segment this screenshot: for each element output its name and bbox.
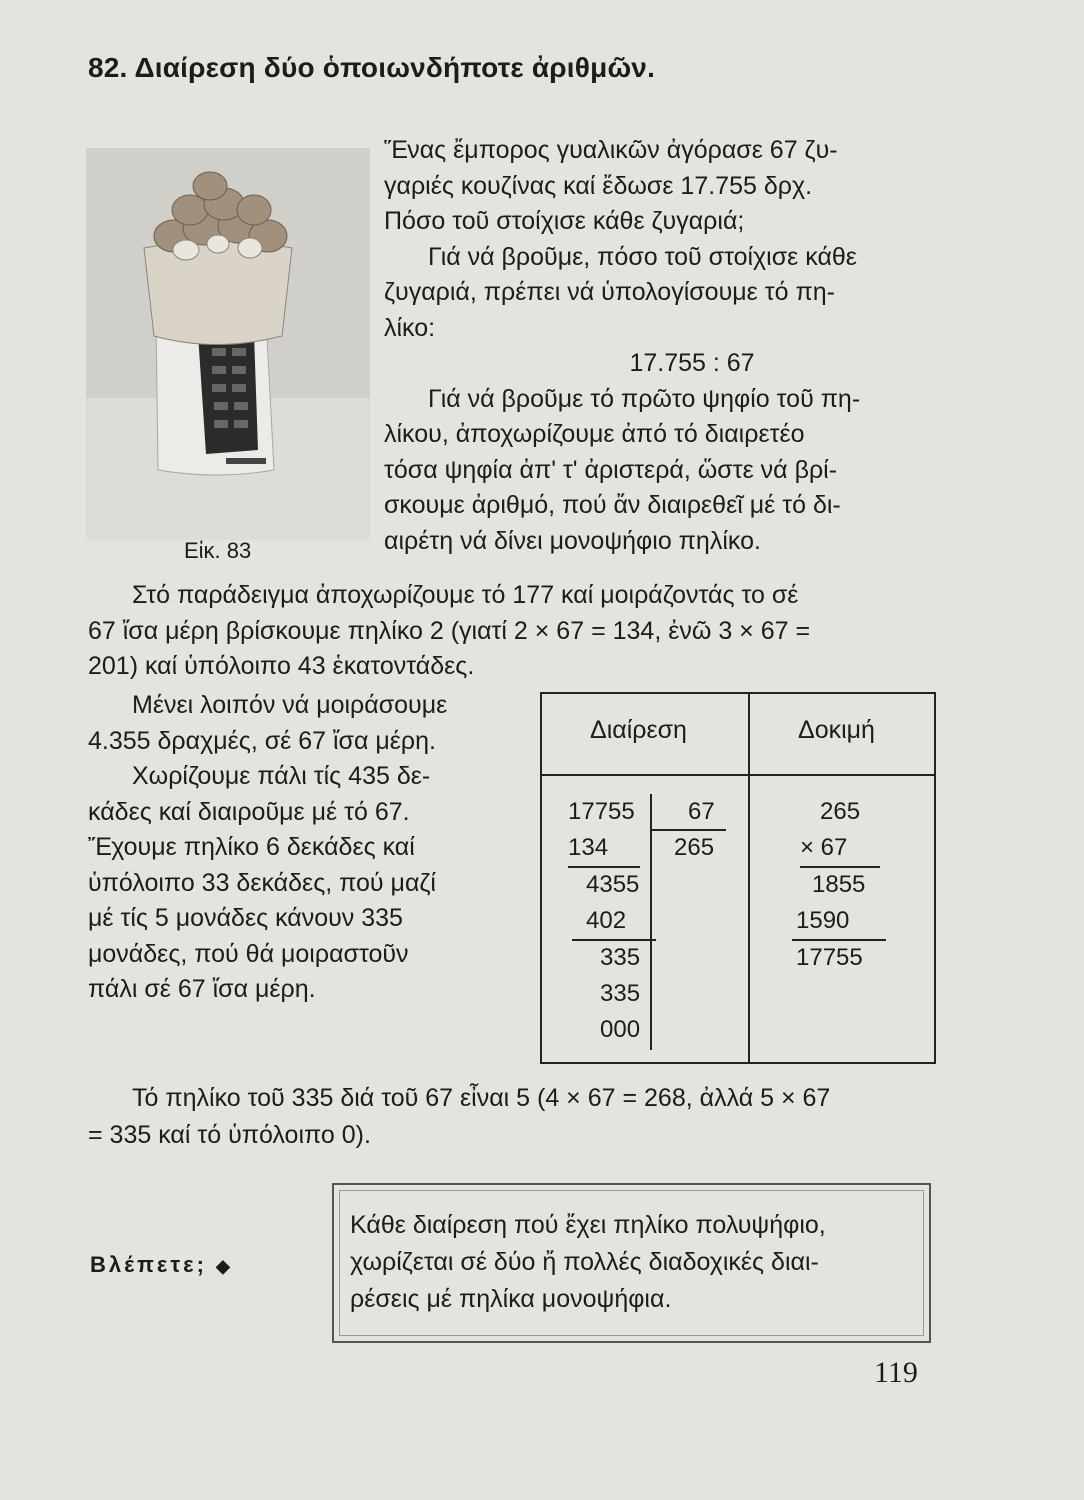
text-line: Χωρίζουμε πάλι τίς 435 δε- <box>132 762 431 790</box>
text-line: ὑπόλοιπο 33 δεκάδες, πού μαζί <box>88 868 436 897</box>
text-line: γαριές κουζίνας καί ἔδωσε 17.755 δρχ. <box>384 171 813 200</box>
pointer-icon: ◆ <box>216 1256 233 1276</box>
header-division: Διαίρεση <box>590 716 687 744</box>
explanation-paragraph <box>88 688 526 1008</box>
text-line: μονάδες, πού θά μοιραστοῦν <box>88 939 409 968</box>
text-line: Τό πηλίκο τοῦ 335 διά τοῦ 67 εἶναι 5 (4 × 67 = 268, ἀλλά 5 × 67 <box>132 1084 831 1112</box>
text-line: κάδες καί διαιροῦμε μέ τό 67. <box>88 797 410 826</box>
text-line: αιρέτη νά δίνει μονοψήφιο πηλίκο. <box>384 526 761 555</box>
section-heading: 82. Διαίρεση δύο ὁποιωνδήποτε ἀριθμῶν. <box>88 52 656 83</box>
division-step: 134 <box>568 834 609 861</box>
rule-line: Κάθε διαίρεση πού ἔχει πηλίκο πολυψήφιο, <box>350 1211 826 1239</box>
divisor-underline <box>650 829 726 831</box>
column-divider <box>748 694 750 1062</box>
division-step: 000 <box>600 1016 641 1043</box>
division-expression: 17.755 : 67 <box>629 349 755 377</box>
figure-caption: Εἰκ. 83 <box>184 538 252 563</box>
conclusion-paragraph <box>88 1080 940 1154</box>
text-line: = 335 καί τό ὑπόλοιπο 0). <box>88 1121 371 1149</box>
header-divider <box>542 774 934 776</box>
rule-box <box>332 1183 931 1343</box>
division-step: 4355 <box>586 871 640 898</box>
sum-line <box>792 939 886 941</box>
check-step: × 67 <box>800 834 848 861</box>
text-line: Γιά νά βροῦμε τό πρῶτο ψηφίο τοῦ πη- <box>428 384 861 413</box>
multiplication-line <box>800 866 880 868</box>
text-line: ζυγαριά, πρέπει νά ὑπολογίσουμε τό πη- <box>384 278 835 306</box>
header-check: Δοκιμή <box>798 716 875 744</box>
check-step: 1590 <box>796 907 850 934</box>
text-line: Ἔχουμε πηλίκο 6 δεκάδες καί <box>88 833 415 861</box>
divisor: 67 <box>688 798 715 825</box>
see-label-text: Βλέπετε; <box>90 1252 207 1277</box>
text-line: Μένει λοιπόν νά μοιράσουμε <box>132 691 448 719</box>
text-line: Γιά νά βροῦμε, πόσο τοῦ στοίχισε κάθε <box>428 242 857 271</box>
check-step: 265 <box>820 798 861 825</box>
subtraction-line <box>568 866 640 868</box>
subtraction-line <box>572 939 656 941</box>
text-line: λίκου, ἀποχωρίζουμε ἀπό τό διαιρετέο <box>384 420 805 448</box>
kitchen-scale-photo <box>86 148 370 540</box>
division-table <box>540 692 936 1064</box>
divisor-vertical-line <box>650 794 652 1050</box>
rule-box-inner <box>339 1190 924 1336</box>
page-number: 119 <box>874 1356 918 1389</box>
text-line: Στό παράδειγμα ἀποχωρίζουμε τό 177 καί μοιράζοντάς το σέ <box>132 581 799 609</box>
check-step: 1855 <box>812 871 866 898</box>
text-line: μέ τίς 5 μονάδες κάνουν 335 <box>88 904 403 932</box>
text-line: σκουμε ἀριθμό, πού ἄν διαιρεθεῖ μέ τό δι- <box>384 491 841 519</box>
text-line: 201) καί ὑπόλοιπο 43 ἑκατοντάδες. <box>88 652 475 680</box>
see-label <box>90 1252 233 1278</box>
division-step: 335 <box>600 980 641 1007</box>
intro-paragraph <box>384 133 940 559</box>
check-step: 17755 <box>796 944 863 971</box>
text-line: 67 ἴσα μέρη βρίσκουμε πηλίκο 2 (γιατί 2 × 67 = 134, ἐνῶ 3 × 67 = <box>88 616 811 645</box>
text-line: Ἕνας ἔμπορος γυαλικῶν ἀγόρασε 67 ζυ- <box>384 136 838 164</box>
rule-line: ρέσεις μέ πηλίκα μονοψήφια. <box>350 1285 672 1313</box>
text-line: τόσα ψηφία ἀπ' τ' ἀριστερά, ὥστε νά βρί- <box>384 455 838 484</box>
quotient: 265 <box>674 834 715 861</box>
division-step: 335 <box>600 944 641 971</box>
division-step: 17755 <box>568 798 635 825</box>
text-line: πάλι σέ 67 ἴσα μέρη. <box>88 975 316 1003</box>
text-line: λίκο: <box>384 313 436 342</box>
rule-line: χωρίζεται σέ δύο ἤ πολλές διαδοχικές διαι- <box>350 1248 819 1276</box>
division-step: 402 <box>586 907 627 934</box>
example-paragraph <box>88 578 940 685</box>
text-line: 4.355 δραχμές, σέ 67 ἴσα μέρη. <box>88 726 436 755</box>
text-line: Πόσο τοῦ στοίχισε κάθε ζυγαριά; <box>384 207 745 235</box>
